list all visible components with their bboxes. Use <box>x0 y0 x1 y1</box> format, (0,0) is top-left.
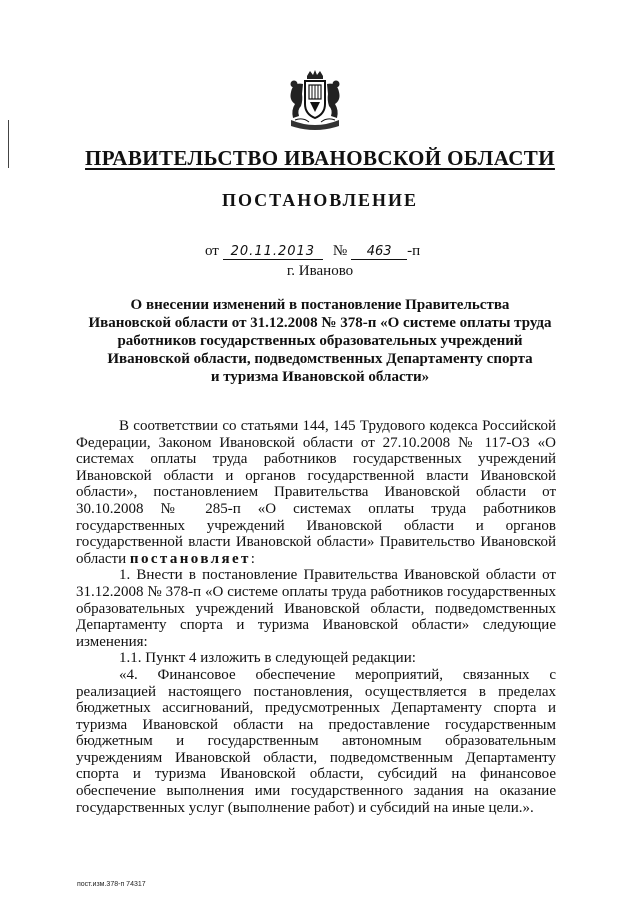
title-line: Ивановской области от 31.12.2008 № 378-п «О системе оплаты труда <box>88 315 552 331</box>
handwritten-date: 20.11.2013 <box>223 244 323 260</box>
coat-of-arms-emblem <box>283 70 347 134</box>
title-line: работников государственных образовательных учреждений <box>117 333 523 349</box>
footer-file-code: пост.изм.378-п 74317 <box>77 881 146 888</box>
resolves-word: постановляет <box>129 550 251 567</box>
date-prefix: от <box>205 243 219 259</box>
government-title: ПРАВИТЕЛЬСТВО ИВАНОВСКОЙ ОБЛАСТИ <box>85 146 555 170</box>
number-sign: № <box>332 243 348 259</box>
number-suffix: -п <box>407 243 421 259</box>
title-line: и туризма Ивановской области» <box>210 369 430 385</box>
document-type-heading: ПОСТАНОВЛЕНИЕ <box>221 190 419 210</box>
preamble-text: В соответствии со статьями 144, 145 Трудового кодекса Российской Федерации, Законом Ивановской области от 27.10.2008 № 117-ОЗ «О системах оплаты труда работников государственных учреждений Ивановской области и органов государственной власти Ивановской области», постановлением Правительства Ивановской области от 30.10.2008 № 285-п «О системах оплаты труда работников государственных учреждений Ивановской области и органов государственной власти Ивановской области» Правительство Ивановской области <box>76 418 556 567</box>
date-number-line <box>205 243 420 260</box>
resolves-colon: : <box>250 550 255 567</box>
title-line: О внесении изменений в постановление Правительства <box>130 297 510 313</box>
preamble-paragraph <box>76 418 556 567</box>
item-1-1-paragraph: 1.1. Пункт 4 изложить в следующей редакции: <box>119 650 416 667</box>
resolution-body <box>76 418 556 816</box>
quoted-clause-paragraph: «4. Финансовое обеспечение мероприятий, связанных с реализацией настоящего постановления, осуществляется в пределах бюджетных ассигнований, предусмотренных Департаменту спорта и туризма Ивановской области на предоставление государственным бюджетным и государственным автономным образовательным учреждениям Ивановской области, подведомственным Департаменту спорта и туризма Ивановской области, субсидий на финансовое обеспечение выполнения ими государственного задания на оказание государственных услуг (выполнение работ) и субсидий на иные цели.». <box>76 666 556 816</box>
handwritten-number: 463 <box>351 244 407 260</box>
city-line: г. Иваново <box>286 263 354 279</box>
title-line: Ивановской области, подведомственных Департаменту спорта <box>107 351 533 367</box>
resolution-title <box>75 296 565 386</box>
item-1-paragraph: 1. Внести в постановление Правительства Ивановской области от 31.12.2008 № 378-п «О системе оплаты труда работников государственных образовательных учреждений Ивановской области, подведомственных Департаменту спорта и туризма Ивановской области» следующие изменения: <box>76 567 556 650</box>
